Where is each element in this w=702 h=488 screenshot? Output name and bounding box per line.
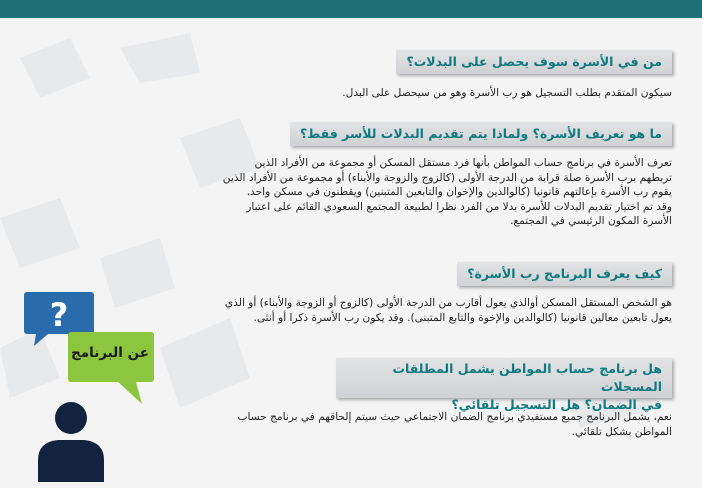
about-program-label: عن البرنامج (71, 345, 149, 361)
question-heading: كيف يعرف البرنامج رب الأسرة؟ (457, 262, 672, 286)
question-mark-icon: ? (49, 296, 69, 334)
answer-paragraph (223, 156, 672, 229)
answer-line: المواطن بشكل تلقائي. (571, 425, 672, 438)
answer-line: تربطهم برب الأسرة صلة قرابة من الدرجة الأولى (كالزوج والزوجة والأبناء) أو مجموعة من الأفراد الذين (222, 171, 672, 184)
answer-line: هو الشخص المستقل المسكن أوالذي يعول أقارب من الدرجة الأولى (كالزوج أو الزوجة والأبناء) أو الذي (224, 297, 672, 309)
question-heading: ما هو تعريف الأسرة؟ ولماذا يتم تقديم البدلات للأسر فقط؟ (290, 122, 672, 146)
answer-paragraph (238, 410, 672, 439)
question-heading: من في الأسرة سوف يحصل على البدلات؟ (396, 50, 672, 74)
answer-line: يعول تابعين معالين قانونيا (كالوالدين والإخوة والتابع المتبنى). وقد يكون رب الأسرة ذكرا أو أنثى. (253, 311, 672, 324)
answer-line: وقد تم اختيار تقديم البدلات للأسرة بدلا من الفرد نظرا لطبيعة المجتمع السعودي القائم على اعتبار (246, 200, 672, 213)
answer-line: يقوم رب الأسرة بإعالتهم قانونيا (كالوالدين والإخوان والتابعين المتبنين) ويقطنون في مسكن واحد. (246, 186, 672, 198)
answer-line: الأسرة المكون الرئيسي في المجتمع. (510, 215, 672, 227)
question-heading (336, 358, 672, 412)
answer-paragraph (225, 296, 672, 325)
answer-text: سيكون المتقدم بطلب التسجيل هو رب الأسرة وهو من سيحصل على البدل. (342, 87, 672, 99)
answer-line: تعرف الأسرة في برنامج حساب المواطن بأنها فرد مستقل المسكن أو مجموعة من الأفراد الذين (254, 157, 672, 169)
top-bar (0, 0, 702, 18)
question-line: هل برنامج حساب المواطن يشمل المطلقات المسجلات (392, 361, 662, 394)
question-line: في الضمان؟ هل التسجيل تلقائي؟ (451, 397, 662, 412)
about-program-bubble (66, 328, 156, 406)
user-silhouette-icon (34, 398, 108, 482)
answer-line: نعم، يشمل البرنامج جميع مستفيدي برنامج الضمان الاجتماعي حيث سيتم إلحاقهم في برنامج حساب (237, 411, 672, 423)
